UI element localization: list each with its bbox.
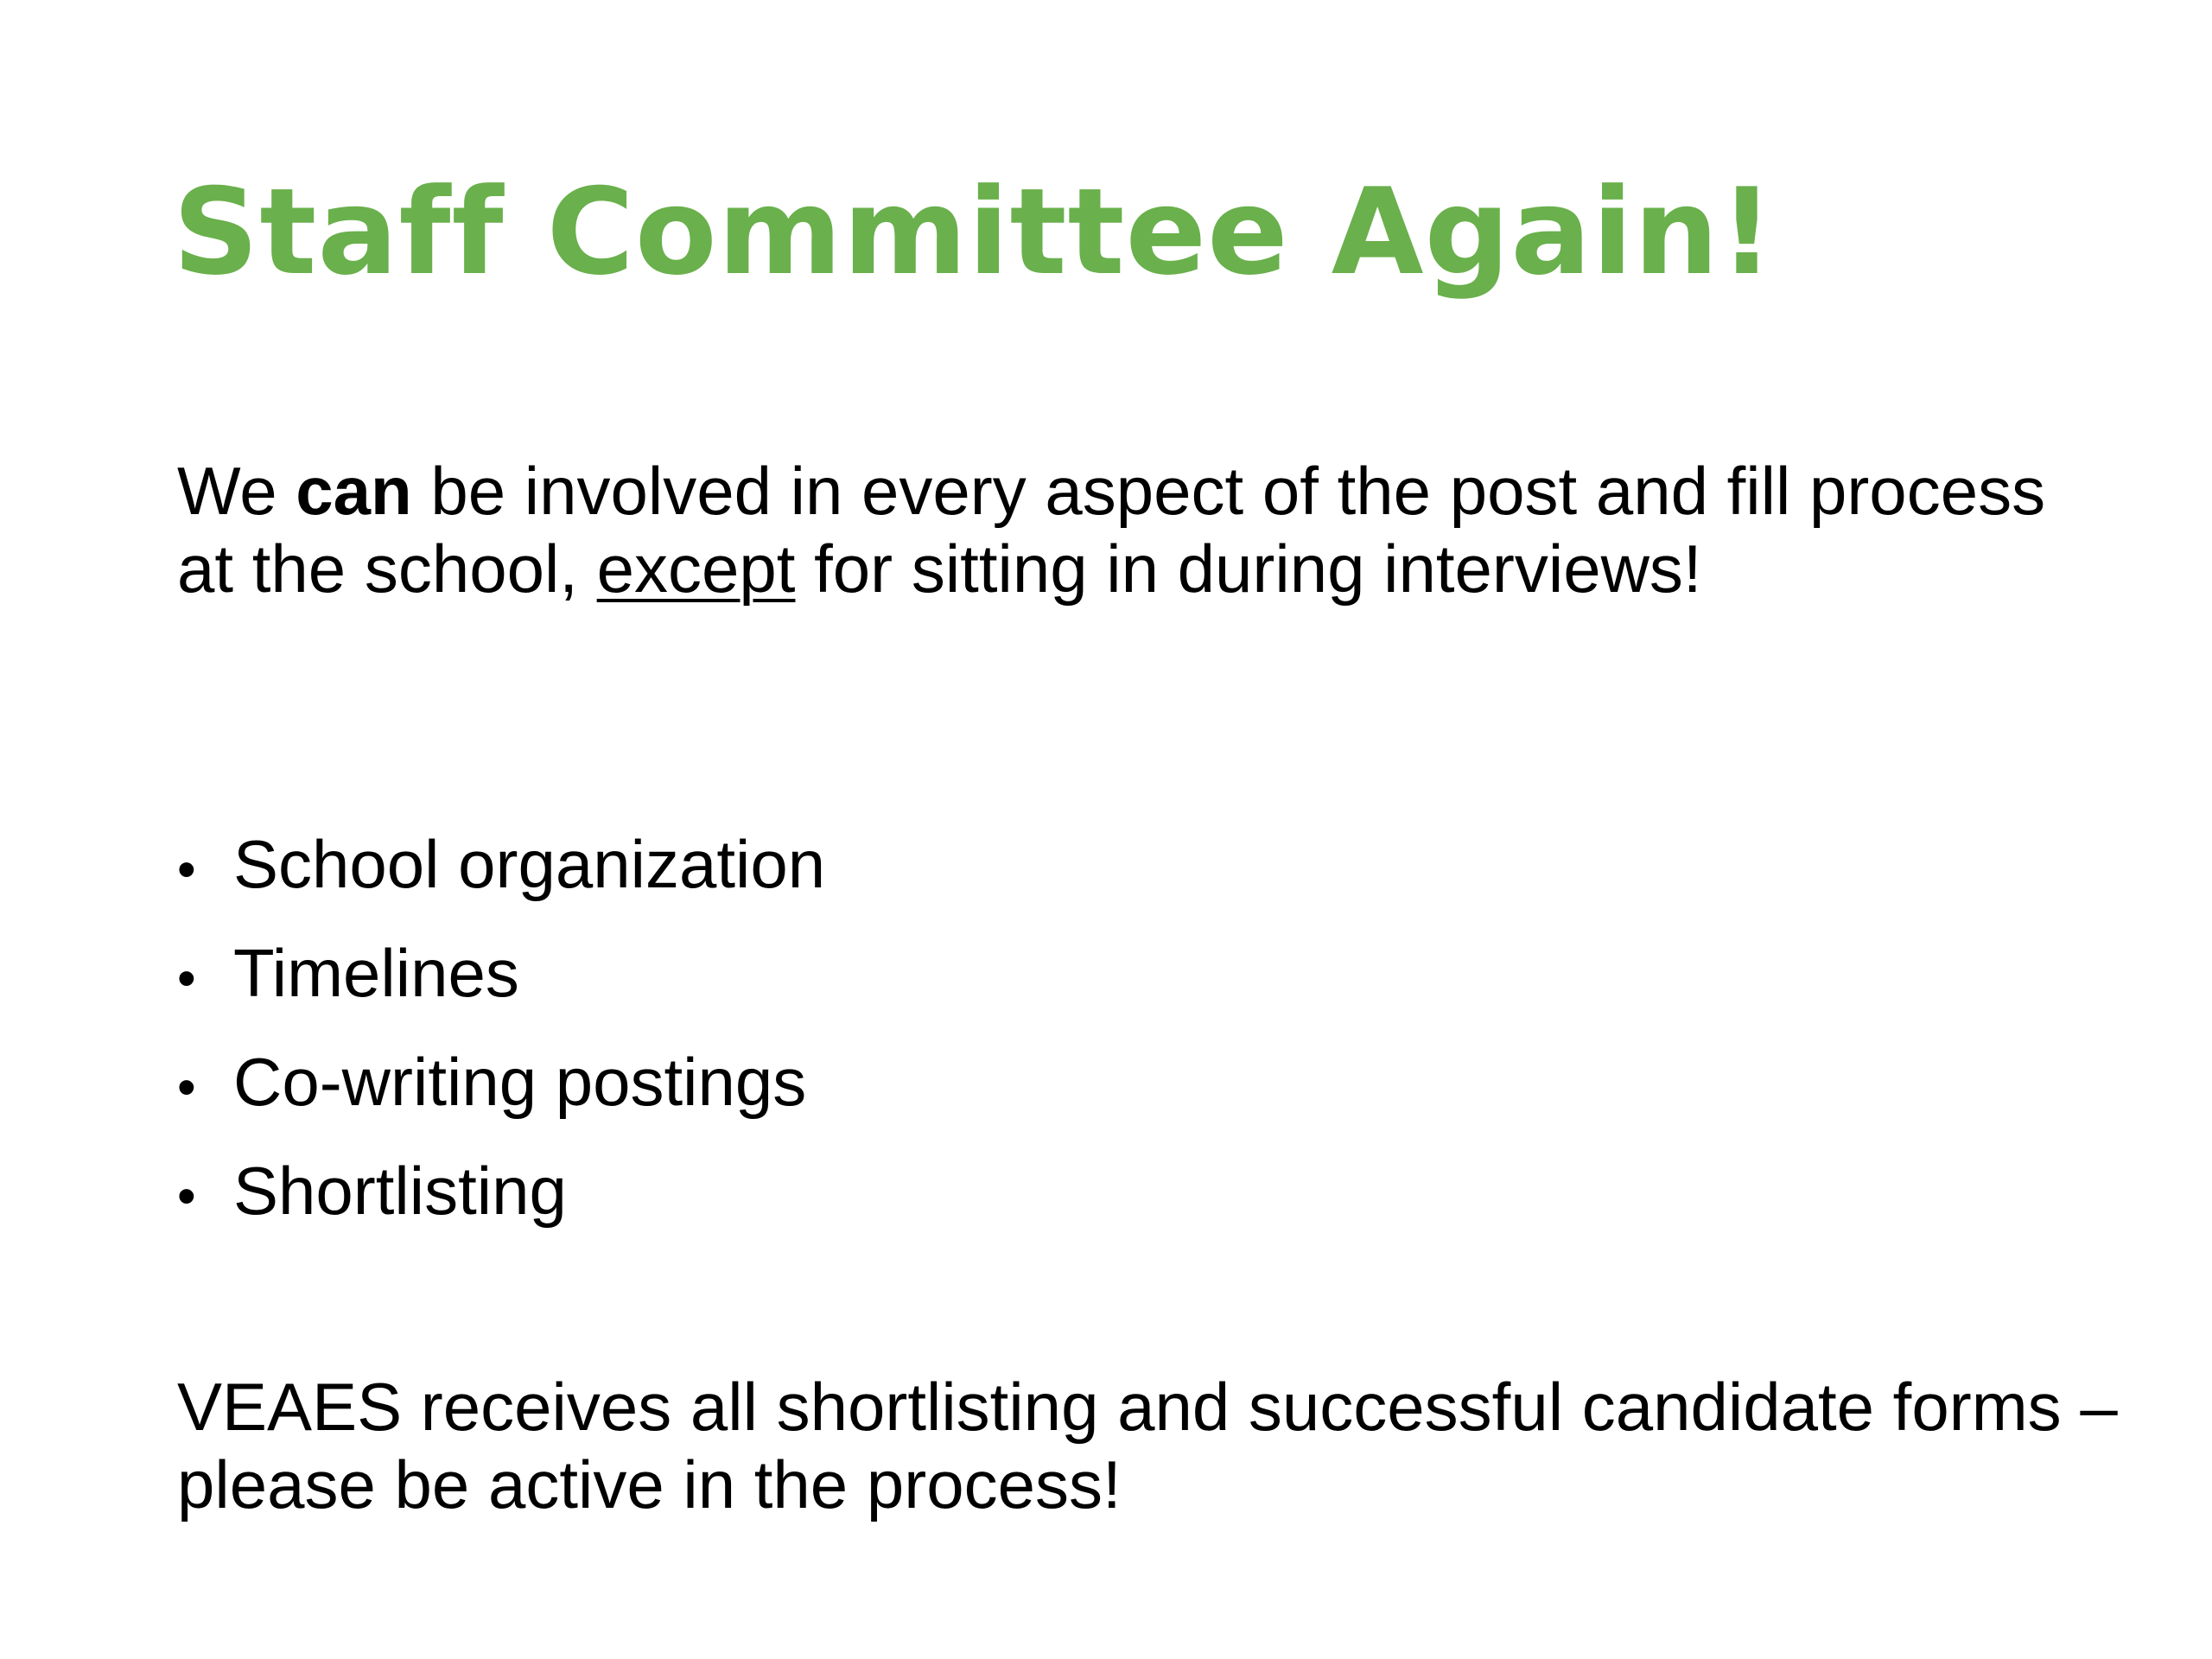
bullet-text: Timelines (233, 935, 519, 1011)
list-item (177, 825, 825, 934)
intro-underlined-word: except (596, 531, 796, 607)
intro-text-1: We (177, 453, 296, 529)
bullet-text: Shortlisting (233, 1153, 567, 1229)
bullet-icon: • (177, 1058, 196, 1117)
bullet-icon: • (177, 1166, 196, 1226)
list-item (177, 1043, 825, 1152)
list-item (177, 934, 825, 1043)
bullet-list (177, 825, 825, 1261)
intro-text-3: for sitting in during interviews! (795, 531, 1702, 607)
bullet-text: School organization (233, 826, 826, 902)
intro-bold-word: can (296, 453, 412, 529)
slide-title: Staff Committee Again! (173, 162, 1775, 302)
intro-text-2: be involved in every aspect of the post and fill process at the school, (177, 453, 2046, 607)
bullet-icon: • (177, 840, 196, 899)
intro-paragraph (177, 452, 2078, 607)
bullet-text: Co-writing postings (233, 1044, 807, 1120)
bullet-icon: • (177, 949, 196, 1008)
closing-paragraph: VEAES receives all shortlisting and successful candidate forms – please be active in the process! (177, 1369, 2118, 1522)
list-item (177, 1152, 825, 1261)
